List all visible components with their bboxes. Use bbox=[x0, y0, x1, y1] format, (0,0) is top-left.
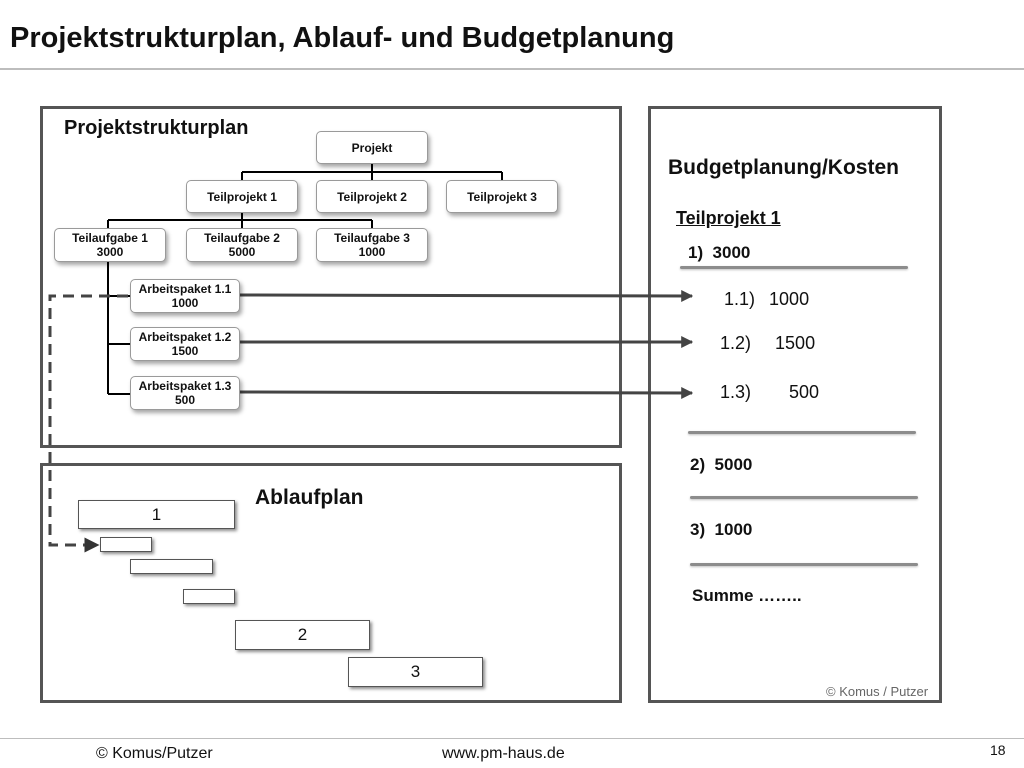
budget-item-1-3: 1.3) 500 bbox=[720, 382, 820, 402]
page-number: 18 bbox=[990, 742, 1006, 758]
budget-sum: Summe …….. bbox=[692, 586, 802, 605]
node-arbeitspaket-1-3: Arbeitspaket 1.3 500 bbox=[130, 376, 240, 410]
node-arbeitspaket-1-2: Arbeitspaket 1.2 1500 bbox=[130, 327, 240, 361]
node-arbeitspaket-1-1: Arbeitspaket 1.1 1000 bbox=[130, 279, 240, 313]
schedule-bar-1: 1 bbox=[78, 500, 235, 529]
budget-rule-2 bbox=[688, 431, 916, 434]
budget-line-2: 2) 5000 bbox=[690, 455, 753, 474]
slide-title: Projektstrukturplan, Ablauf- und Budgetplanung bbox=[10, 22, 675, 54]
node-teilaufgabe-2: Teilaufgabe 2 5000 bbox=[186, 228, 298, 262]
node-projekt: Projekt bbox=[316, 131, 428, 164]
arrow-ap-1-3 bbox=[238, 392, 692, 393]
budget-rule-3 bbox=[690, 496, 918, 499]
node-teilprojekt-3: Teilprojekt 3 bbox=[446, 180, 558, 213]
node-teilaufgabe-3: Teilaufgabe 3 1000 bbox=[316, 228, 428, 262]
schedule-bar-1-1 bbox=[100, 537, 152, 552]
schedule-bar-1-2 bbox=[130, 559, 213, 574]
footer-copyright: © Komus/Putzer bbox=[96, 745, 213, 762]
footer-website: www.pm-haus.de bbox=[442, 745, 565, 762]
node-teilprojekt-1: Teilprojekt 1 bbox=[186, 180, 298, 213]
schedule-bar-2: 2 bbox=[235, 620, 370, 650]
budget-line-3: 3) 1000 bbox=[690, 520, 753, 539]
arrow-ap-1-1 bbox=[238, 295, 692, 296]
budget-rule-1 bbox=[680, 266, 908, 269]
ablauf-heading: Ablaufplan bbox=[255, 486, 364, 509]
budget-copyright: © Komus / Putzer bbox=[826, 684, 929, 699]
budget-line-1: 1) 3000 bbox=[688, 243, 751, 262]
node-teilprojekt-2: Teilprojekt 2 bbox=[316, 180, 428, 213]
budget-item-1-2: 1.2) 1500 bbox=[720, 333, 816, 353]
footer-divider bbox=[0, 738, 1024, 739]
package-arrows bbox=[238, 295, 692, 393]
psp-heading: Projektstrukturplan bbox=[64, 117, 249, 139]
schedule-bar-1-3 bbox=[183, 589, 235, 604]
node-teilaufgabe-1: Teilaufgabe 1 3000 bbox=[54, 228, 166, 262]
schedule-bar-3: 3 bbox=[348, 657, 483, 687]
budget-item-1-1: 1.1) 1000 bbox=[724, 289, 810, 309]
budget-heading: Budgetplanung/Kosten bbox=[668, 156, 899, 179]
budget-subheading: Teilprojekt 1 bbox=[676, 208, 781, 228]
budget-rule-4 bbox=[690, 563, 918, 566]
